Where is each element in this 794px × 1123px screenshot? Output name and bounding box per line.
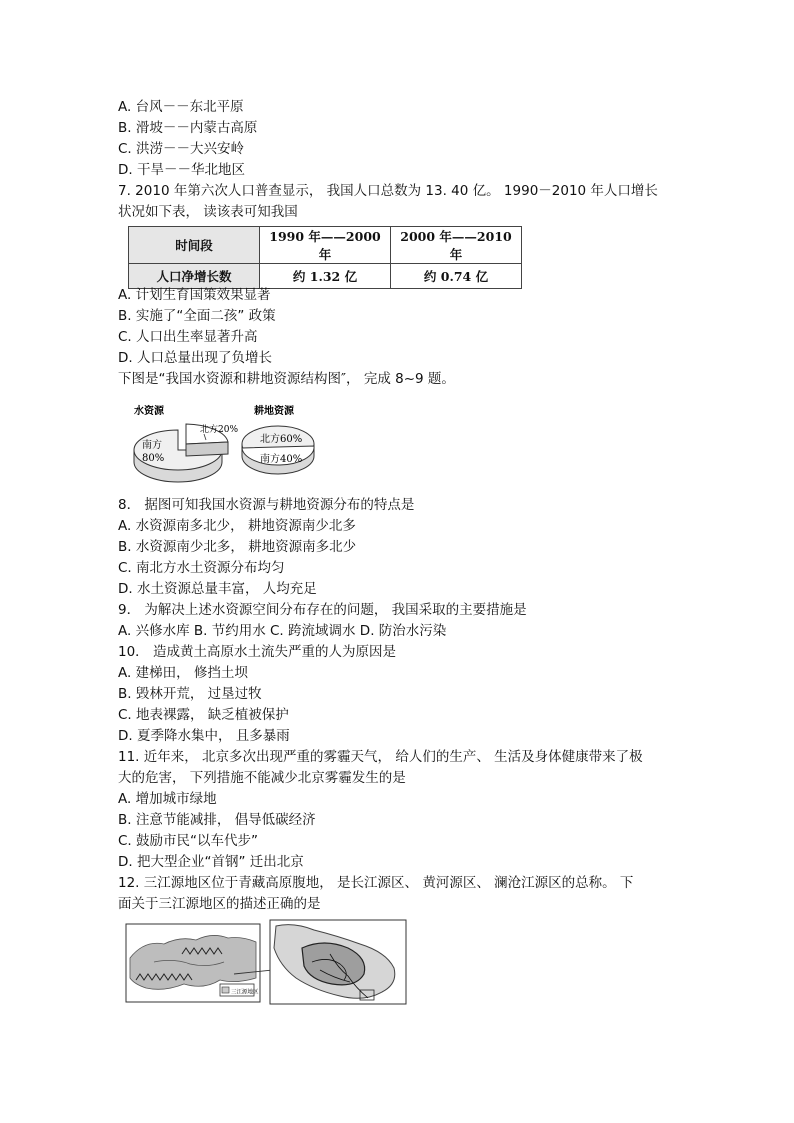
q10-option-a: A. 建梯田， 修挡土坝 [118, 665, 248, 681]
table-cell: 约 1.32 亿 [260, 264, 391, 289]
q7-option-b: B. 实施了“全面二孩” 政策 [118, 308, 276, 324]
table-header-cell: 2000 年——2010 年 [391, 227, 522, 264]
q11-option-b: B. 注意节能减排， 倡导低碳经济 [118, 812, 316, 828]
q6-option-b: B. 滑坡－－内蒙古高原 [118, 120, 258, 136]
q7-option-d: D. 人口总量出现了负增长 [118, 350, 272, 366]
q9-stem: 9． 为解决上述水资源空间分布存在的问题， 我国采取的主要措施是 [118, 602, 527, 618]
table-header-cell: 时间段 [129, 227, 260, 264]
q8-option-c: C. 南北方水土资源分布均匀 [118, 560, 285, 576]
q11-stem-line2: 大的危害， 下列措施不能减少北京雾霾发生的是 [118, 770, 406, 786]
water-north-label: 北方20% [200, 425, 239, 435]
q8-option-b: B. 水资源南少北多， 耕地资源南多北少 [118, 539, 357, 555]
water-title: 水资源 [134, 406, 164, 417]
sanjiangyuan-maps [124, 918, 408, 1010]
q7-option-c: C. 人口出生率显著升高 [118, 329, 258, 345]
q10-option-b: B. 毁林开荒， 过垦过牧 [118, 686, 262, 702]
table-header-cell: 1990 年——2000 年 [260, 227, 391, 264]
right-locator-map [270, 920, 406, 1004]
q6-option-c: C. 洪涝－－大兴安岭 [118, 141, 245, 157]
table-cell: 人口净增长数 [129, 264, 260, 289]
left-terrain-map [126, 924, 260, 1002]
q6-option-a: A. 台风－－东北平原 [118, 99, 244, 115]
q11-option-d: D. 把大型企业“首钢” 迁出北京 [118, 854, 304, 870]
land-title: 耕地资源 [254, 406, 294, 417]
q11-stem-line1: 11. 近年来， 北京多次出现严重的雾霾天气， 给人们的生产、 生活及身体健康带来了极 [118, 749, 643, 765]
q9-options: A. 兴修水库 B. 节约用水 C. 跨流域调水 D. 防治水污染 [118, 623, 447, 639]
q8-stem: 8． 据图可知我国水资源与耕地资源分布的特点是 [118, 497, 415, 513]
water-south-label: 南方 [142, 440, 162, 451]
q10-option-d: D. 夏季降水集中， 且多暴雨 [118, 728, 290, 744]
q7-option-a: A. 计划生育国策效果显著 [118, 287, 271, 303]
q12-stem-line2: 面关于三江源地区的描述正确的是 [118, 896, 321, 912]
land-south-label: 南方40% [260, 454, 303, 465]
q7-stem-line2: 状况如下表， 读该表可知我国 [118, 204, 298, 220]
q10-option-c: C. 地表裸露， 缺乏植被保护 [118, 707, 289, 723]
table-cell: 约 0.74 亿 [391, 264, 522, 289]
q7-stem-line1: 7. 2010 年第六次人口普查显示， 我国人口总数为 13. 40 亿。 1990－2010 年人口增长 [118, 183, 658, 199]
water-pie [134, 404, 238, 482]
q6-option-d: D. 干旱－－华北地区 [118, 162, 245, 178]
q11-option-a: A. 增加城市绿地 [118, 791, 217, 807]
q10-stem: 10． 造成黄土高原水土流失严重的人为原因是 [118, 644, 396, 660]
map-legend: 三江源地区 [231, 989, 259, 996]
resource-structure-figure [120, 396, 340, 492]
q12-stem-line1: 12. 三江源地区位于青藏高原腹地， 是长江源区、 黄河源区、 澜沧江源区的总称。 下 [118, 875, 634, 891]
farmland-pie [242, 404, 314, 474]
q8-option-d: D. 水土资源总量丰富， 人均充足 [118, 581, 317, 597]
intro-8-9: 下图是“我国水资源和耕地资源结构图″， 完成 8~9 题。 [118, 371, 455, 387]
table-header-row [129, 227, 522, 264]
land-north-label: 北方60% [260, 434, 303, 445]
population-table [128, 226, 522, 289]
q11-option-c: C. 鼓励市民“以车代步” [118, 833, 258, 849]
q8-option-a: A. 水资源南多北少， 耕地资源南少北多 [118, 518, 356, 534]
water-south-pct: 80% [142, 453, 165, 464]
